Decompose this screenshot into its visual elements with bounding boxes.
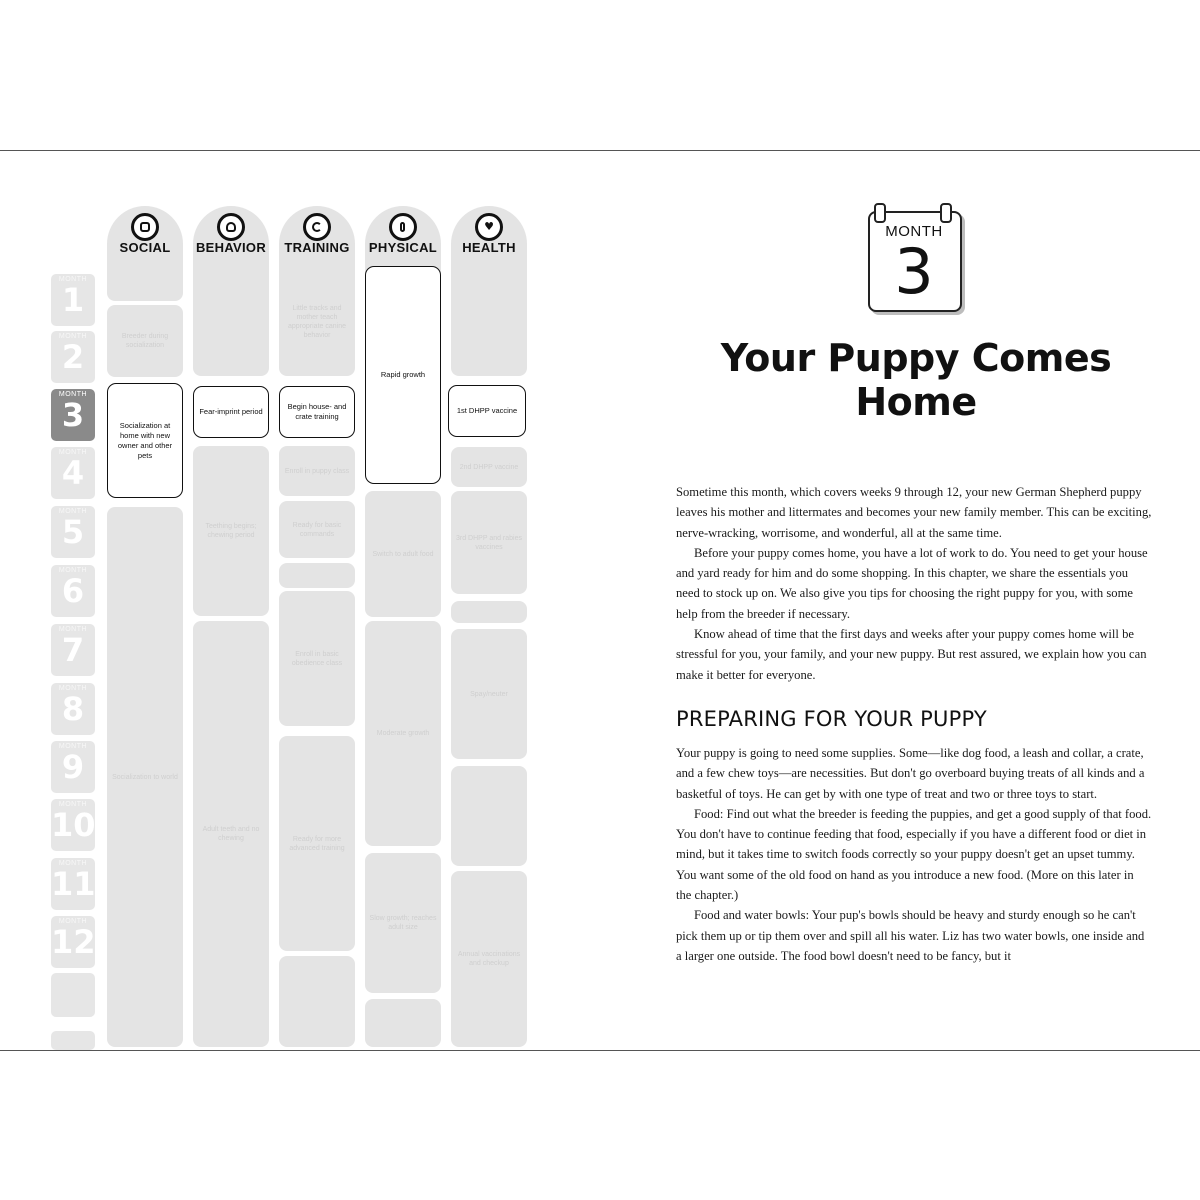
month-tab-extra bbox=[51, 973, 95, 1017]
column-title-training: TRAINING bbox=[284, 240, 350, 255]
month-tab-8 bbox=[51, 683, 95, 735]
month-tab-label: MONTH bbox=[58, 333, 88, 340]
month-tab-number: 9 bbox=[61, 748, 85, 786]
health-month3-cell: 1st DHPP vaccine bbox=[448, 385, 526, 437]
timeline-chart bbox=[0, 151, 600, 1050]
month-tab-label: MONTH bbox=[58, 918, 88, 925]
paragraph: Before your puppy comes home, you have a lot of work to do. You need to get your house and yard ready for him and do some shopping. In this chapter, we share the essentials you need to stock up on. We also give you tips for choosing the right puppy for you, with some help from the breeder if necessary. bbox=[676, 545, 1148, 621]
timeline-cell: Slow growth; reaches adult size bbox=[365, 853, 441, 993]
training-icon bbox=[303, 213, 331, 241]
timeline-cell: Breeder during socialization bbox=[107, 305, 183, 377]
timeline-cell: 2nd DHPP vaccine bbox=[451, 447, 527, 487]
month-tab-label: MONTH bbox=[58, 860, 88, 867]
month-tab-label: MONTH bbox=[58, 801, 88, 808]
timeline-cell: Ready for basic commands bbox=[279, 501, 355, 558]
month-tab-6 bbox=[51, 565, 95, 617]
month-tab-label: MONTH bbox=[58, 743, 88, 750]
paragraph-body: Find out what the breeder is feeding the puppies, and get a good supply of that food. You don't have to continue feeding that food, especially if you have a different food or diet in mind, but it takes time to switch foods correctly so your puppy doesn't get an upset tummy. You want some of the old food on hand as you introduce a new food. (More on this later in the chapter.) bbox=[676, 806, 1152, 903]
month-tab-number: 4 bbox=[61, 454, 85, 492]
month-tab-number: 1 bbox=[61, 281, 85, 319]
intro-text bbox=[676, 482, 1152, 685]
timeline-cell: 3rd DHPP and rabies vaccines bbox=[451, 491, 527, 594]
month-tab-12 bbox=[51, 916, 95, 968]
paragraph: Sometime this month, which covers weeks 9 through 12, your new German Shepherd puppy leaves his mother and littermates and becomes your new family member. This can be exciting, nerve-wracking, worrisome, and wonderful, all at the same time. bbox=[676, 485, 1152, 540]
behavior-icon bbox=[217, 213, 245, 241]
timeline-cell: Ready for more advanced training bbox=[279, 736, 355, 951]
month-tab-number: 6 bbox=[61, 572, 85, 610]
month-tab-label: MONTH bbox=[58, 626, 88, 633]
month-tab-number: 12 bbox=[51, 923, 96, 961]
calendar-month-label: MONTH bbox=[885, 223, 943, 240]
month-tab-number: 7 bbox=[61, 631, 85, 669]
social-icon bbox=[131, 213, 159, 241]
paragraph: Your puppy is going to need some supplies. Some—like dog food, a leash and collar, a crate, and a few chew toys—are necessities. But don't go overboard buying treats of all kinds and a basketful of toys. He can get by with one type of treat and two or three toys to start. bbox=[676, 746, 1145, 801]
chapter-title: Your Puppy Comes Home bbox=[720, 336, 1112, 424]
month-tab-label: MONTH bbox=[58, 449, 88, 456]
timeline-cell: Adult teeth and no chewing bbox=[193, 621, 269, 1047]
timeline-cell: Enroll in basic obedience class bbox=[279, 591, 355, 726]
month-tab-7 bbox=[51, 624, 95, 676]
timeline-cell bbox=[279, 563, 355, 588]
section-text bbox=[676, 743, 1152, 966]
timeline-cell: Teething begins; chewing period bbox=[193, 446, 269, 616]
month-tab-number: 2 bbox=[61, 338, 85, 376]
paragraph-lead: Food: bbox=[694, 806, 724, 821]
column-title-behavior: BEHAVIOR bbox=[195, 240, 267, 255]
month-tab-4 bbox=[51, 447, 95, 499]
timeline-cell: Spay/neuter bbox=[451, 629, 527, 759]
month-tab-number: 5 bbox=[61, 513, 85, 551]
month-tab-number: 10 bbox=[51, 806, 96, 844]
section-heading: PREPARING FOR YOUR PUPPY bbox=[676, 707, 987, 731]
calendar-ring bbox=[940, 203, 952, 223]
social-month3-cell: Socialization at home with new owner and other pets bbox=[107, 383, 183, 498]
timeline-cell: Switch to adult food bbox=[365, 491, 441, 617]
month-tab-11 bbox=[51, 858, 95, 910]
month-tab-2 bbox=[51, 331, 95, 383]
month-tab-1 bbox=[51, 274, 95, 326]
month-tab-label: MONTH bbox=[58, 391, 88, 398]
month-tab-number: 11 bbox=[51, 865, 96, 903]
paragraph bbox=[676, 905, 1152, 966]
month-tab-number: 8 bbox=[61, 690, 85, 728]
column-title-health: HEALTH bbox=[462, 240, 516, 255]
month-calendar-icon bbox=[868, 203, 962, 311]
month-tab-9 bbox=[51, 741, 95, 793]
calendar-month-number: 3 bbox=[894, 235, 934, 308]
timeline-cell: Socialization to world bbox=[107, 507, 183, 1047]
paragraph bbox=[676, 804, 1152, 905]
month-tab-5 bbox=[51, 506, 95, 558]
timeline-cell: Little tracks and mother teach appropriate canine behavior bbox=[279, 268, 355, 376]
physical-month3-cell: Rapid growth bbox=[365, 266, 441, 484]
paragraph-body: Your pup's bowls should be heavy and sturdy enough so he can't pick them up or tip them over and spill all his water. Liz has two water bowls, one inside and a larger one outside. The food bowl doesn't need to be fancy, but it bbox=[676, 908, 1145, 963]
timeline-cell bbox=[365, 999, 441, 1047]
timeline-cell bbox=[451, 268, 527, 376]
timeline-cell bbox=[279, 956, 355, 1047]
month-tab-3 bbox=[51, 389, 95, 441]
month-tab-number: 3 bbox=[61, 396, 85, 434]
timeline-cell: Enroll in puppy class bbox=[279, 446, 355, 496]
behavior-month3-cell: Fear-imprint period bbox=[193, 386, 269, 438]
month-tab-10 bbox=[51, 799, 95, 851]
training-month3-cell: Begin house- and crate training bbox=[279, 386, 355, 438]
month-tab-label: MONTH bbox=[58, 685, 88, 692]
month-tab-label: MONTH bbox=[58, 276, 88, 283]
timeline-cell: Annual vaccinations and checkup bbox=[451, 871, 527, 1047]
timeline-cell bbox=[193, 268, 269, 376]
book-spread bbox=[0, 150, 1200, 1051]
month-tab-label: MONTH bbox=[58, 567, 88, 574]
calendar-ring bbox=[874, 203, 886, 223]
timeline-cell: Moderate growth bbox=[365, 621, 441, 846]
health-icon: ♥ bbox=[475, 213, 503, 241]
timeline-cell bbox=[451, 601, 527, 623]
paragraph: Know ahead of time that the first days and weeks after your puppy comes home will be stressful for you, your family, and your new puppy. But rest assured, we explain how you can make it better for everyone. bbox=[676, 627, 1147, 682]
column-title-social: SOCIAL bbox=[119, 240, 171, 255]
timeline-cell bbox=[107, 268, 183, 301]
physical-icon bbox=[389, 213, 417, 241]
timeline-cell bbox=[451, 766, 527, 866]
month-tab-extra bbox=[51, 1031, 95, 1050]
paragraph-lead: Food and water bowls: bbox=[694, 908, 810, 923]
column-title-physical: PHYSICAL bbox=[368, 240, 438, 255]
month-tab-label: MONTH bbox=[58, 508, 88, 515]
